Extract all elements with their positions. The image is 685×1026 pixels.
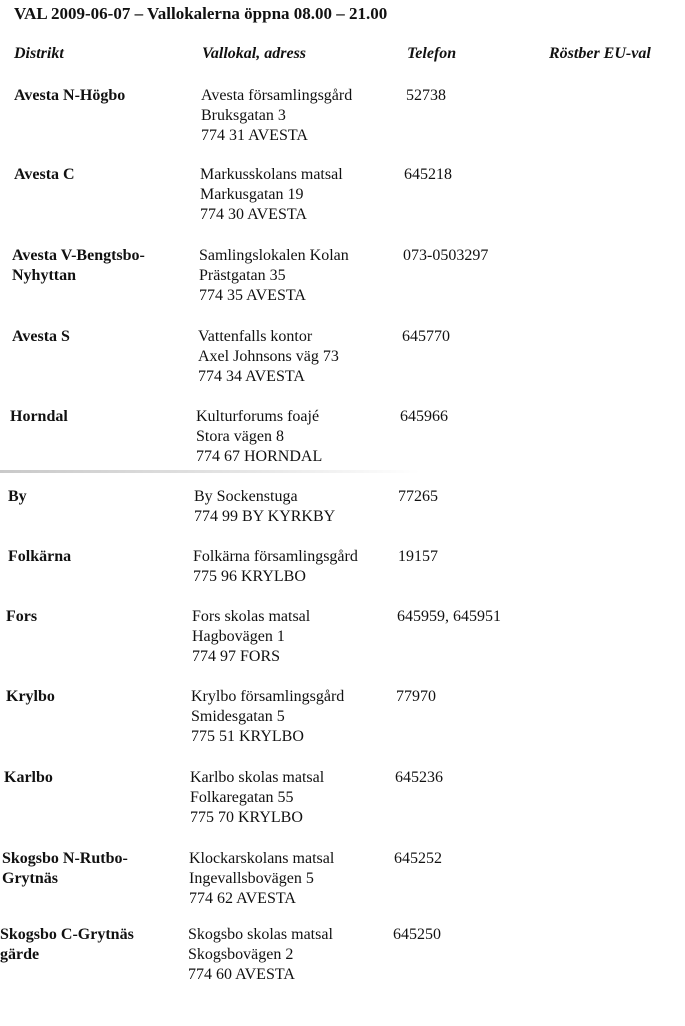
district-name (0, 925, 190, 965)
address-line: Skogsbo skolas matsal (188, 926, 333, 943)
address-line: Skogsbovägen 2 (188, 946, 294, 963)
address-line: Stora vägen 8 (196, 428, 284, 445)
polling-station-address (199, 246, 349, 306)
district-line: gärde (0, 946, 40, 963)
district-name (2, 849, 192, 889)
address-line: Folkaregatan 55 (190, 789, 294, 806)
polling-station-address (189, 849, 334, 909)
phone-number: 645966 (400, 408, 448, 425)
address-line: 774 35 AVESTA (199, 287, 306, 304)
address-line: 775 96 KRYLBO (193, 568, 306, 585)
district-line: Nyhyttan (12, 267, 77, 284)
phone-number: 645236 (395, 769, 443, 786)
address-line: Smidesgatan 5 (191, 708, 285, 725)
address-line: 774 97 FORS (192, 648, 281, 665)
district-name (6, 607, 196, 627)
polling-station-address (188, 925, 333, 985)
address-line: Hagbovägen 1 (192, 628, 285, 645)
polling-station-address (192, 607, 310, 667)
address-line: Karlbo skolas matsal (190, 769, 325, 786)
district-name (8, 547, 198, 567)
address-line: 775 70 KRYLBO (190, 809, 303, 826)
phone-number: 073-0503297 (403, 247, 489, 264)
address-line: Vattenfalls kontor (198, 328, 313, 345)
district-name (12, 246, 202, 286)
address-line: Prästgatan 35 (199, 267, 286, 284)
district-name (12, 327, 202, 347)
district-line: Avesta N-Högbo (14, 87, 126, 104)
polling-station-address (194, 487, 335, 527)
district-line: Folkärna (8, 548, 72, 565)
district-line: Avesta S (12, 328, 70, 345)
phone-number: 52738 (406, 87, 446, 104)
phone-number: 77970 (396, 688, 436, 705)
district-line: Grytnäs (2, 870, 58, 887)
district-line: Avesta C (14, 166, 75, 183)
polling-station-address (201, 86, 352, 146)
district-line: Horndal (10, 408, 68, 425)
phone-number: 77265 (398, 488, 438, 505)
district-line: Skogsbo N-Rutbo- (2, 850, 128, 867)
address-line: 774 34 AVESTA (198, 368, 305, 385)
address-line: 774 62 AVESTA (189, 890, 296, 907)
phone-number: 645959, 645951 (397, 608, 501, 625)
district-name (8, 487, 198, 507)
polling-station-address (193, 547, 358, 587)
district-line: Krylbo (6, 688, 55, 705)
address-line: Kulturforums foajé (196, 408, 320, 425)
phone-number: 19157 (398, 548, 438, 565)
polling-station-address (191, 687, 344, 747)
address-line: 774 99 BY KYRKBY (194, 508, 336, 525)
address-line: Bruksgatan 3 (201, 107, 286, 124)
phone-number: 645770 (402, 328, 450, 345)
polling-station-address (196, 407, 322, 467)
address-line: Samlingslokalen Kolan (199, 247, 349, 264)
header-district: Distrikt (14, 45, 64, 62)
phone-number: 645250 (393, 926, 441, 943)
address-line: Markusgatan 19 (200, 186, 304, 203)
district-name (10, 407, 200, 427)
address-line: Axel Johnsons väg 73 (198, 348, 339, 365)
address-line: Folkärna församlingsgård (193, 548, 358, 565)
address-line: 774 60 AVESTA (188, 966, 295, 983)
polling-station-address (198, 327, 339, 387)
phone-number: 645218 (404, 166, 452, 183)
address-line: 774 30 AVESTA (200, 206, 307, 223)
address-line: 774 31 AVESTA (201, 127, 308, 144)
address-line: Markusskolans matsal (200, 166, 343, 183)
address-line: By Sockenstuga (194, 488, 298, 505)
address-line: Fors skolas matsal (192, 608, 311, 625)
district-line: By (8, 488, 27, 505)
address-line: Krylbo församlingsgård (191, 688, 345, 705)
district-line: Fors (6, 608, 38, 625)
district-line: Avesta V-Bengtsbo- (12, 247, 145, 264)
header-location: Vallokal, adress (202, 45, 307, 62)
address-line: 775 51 KRYLBO (191, 728, 304, 745)
phone-number: 645252 (394, 850, 442, 867)
polling-station-address (190, 768, 324, 828)
address-line: Ingevallsbovägen 5 (189, 870, 314, 887)
district-name (14, 86, 204, 106)
header-eu-votes: Röstber EU-val (549, 45, 651, 62)
paper-fold-line (0, 470, 420, 473)
header-phone: Telefon (407, 45, 457, 62)
address-line: Avesta församlingsgård (201, 87, 353, 104)
district-name (6, 687, 196, 707)
address-line: Klockarskolans matsal (189, 850, 335, 867)
address-line: 774 67 HORNDAL (196, 448, 323, 465)
polling-station-address (200, 165, 343, 225)
document-title: VAL 2009-06-07 – Vallokalerna öppna 08.00 – 21.00 (14, 4, 388, 23)
district-name (14, 165, 204, 185)
district-line: Karlbo (4, 769, 53, 786)
district-line: Skogsbo C-Grytnäs (0, 926, 134, 943)
district-name (4, 768, 194, 788)
